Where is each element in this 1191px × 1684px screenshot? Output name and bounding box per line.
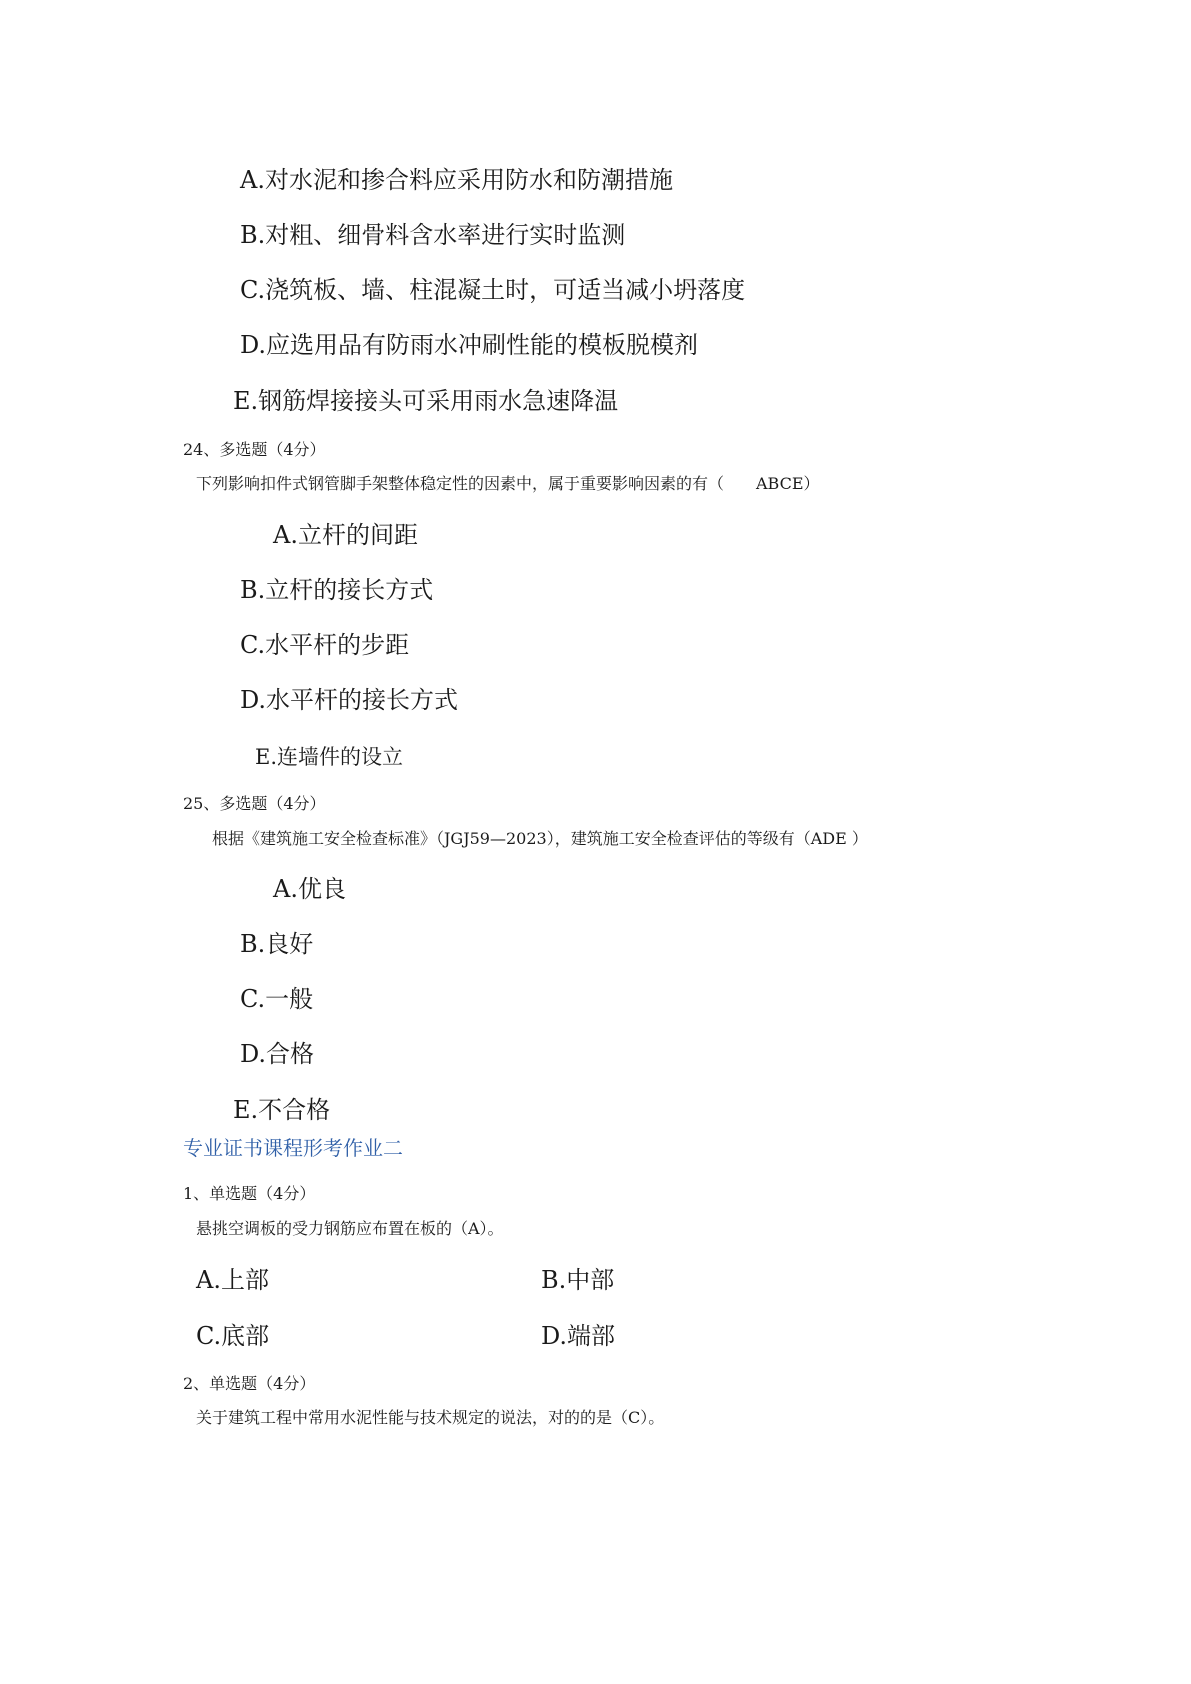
q24-option-a: A.立杆的间距 (273, 521, 418, 549)
q23-option-b: B.对粗、细骨料含水率进行实时监测 (240, 221, 626, 249)
s2q1-option-d: D.端部 (541, 1322, 616, 1350)
q25-option-e: E.不合格 (233, 1096, 331, 1124)
q23-option-d: D.应选用品有防雨水冲刷性能的模板脱模剂 (240, 331, 699, 359)
s2q1-option-b: B.中部 (541, 1266, 615, 1294)
q24-option-d: D.水平杆的接长方式 (240, 686, 459, 714)
q24-question: 下列影响扣件式钢管脚手架整体稳定性的因素中，属于重要影响因素的有（ ABCE） (196, 474, 820, 493)
q23-option-c: C.浇筑板、墙、柱混凝土时，可适当减小坍落度 (240, 276, 746, 304)
s2q2-header: 2、单选题（4分） (183, 1374, 316, 1393)
q23-option-a: A.对水泥和掺合料应采用防水和防潮措施 (240, 166, 673, 194)
s2q1-option-a: A.上部 (196, 1266, 269, 1294)
q25-option-b: B.良好 (240, 930, 314, 958)
q24-option-c: C.水平杆的步距 (240, 631, 410, 659)
q24-option-e: E.连墙件的设立 (255, 745, 404, 769)
s2q1-option-c: C.底部 (196, 1322, 270, 1350)
q25-option-d: D.合格 (240, 1040, 315, 1068)
s2q1-header: 1、单选题（4分） (183, 1184, 316, 1203)
q24-option-b: B.立杆的接长方式 (240, 576, 434, 604)
q25-question: 根据《建筑施工安全检查标准》（JGJ59—2023），建筑施工安全检查评估的等级有（ADE ） (212, 829, 868, 848)
s2q2-question: 关于建筑工程中常用水泥性能与技术规定的说法，对的的是（C）。 (196, 1408, 665, 1427)
q25-header: 25、多选题（4分） (183, 794, 326, 813)
s2q1-question: 悬挑空调板的受力钢筋应布置在板的（A）。 (196, 1219, 504, 1238)
q23-option-e: E.钢筋焊接接头可采用雨水急速降温 (233, 387, 619, 415)
section-heading: 专业证书课程形考作业二 (183, 1136, 403, 1160)
q25-option-a: A.优良 (273, 875, 346, 903)
q25-option-c: C.一般 (240, 985, 314, 1013)
q24-header: 24、多选题（4分） (183, 440, 326, 459)
